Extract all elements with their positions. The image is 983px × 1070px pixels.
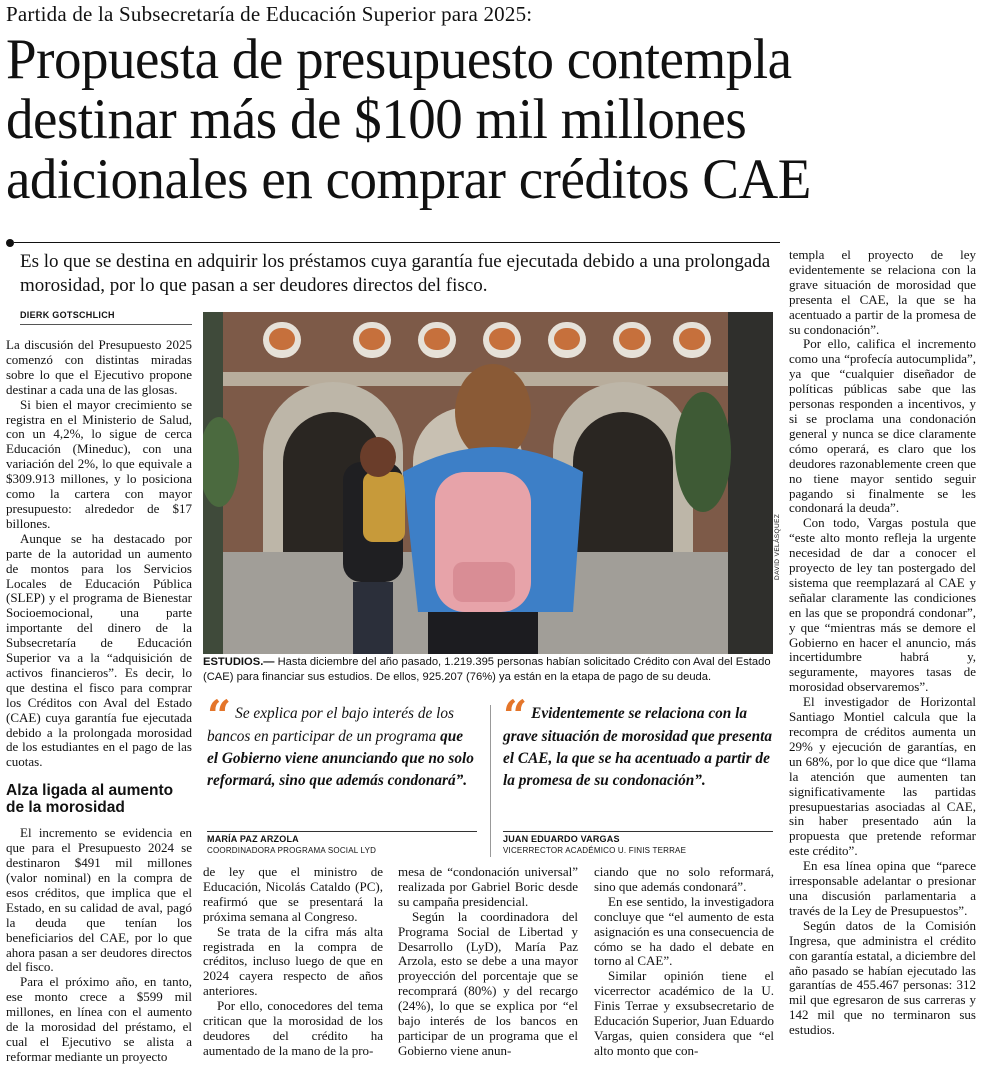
column-2 — [203, 865, 383, 1059]
kicker: Partida de la Subsecretaría de Educación Superior para 2025: — [6, 2, 533, 26]
paragraph: Con todo, Vargas postula que “este alto monto refleja la urgente necesidad de dar a conocer el proyecto de ley tan postergado del sistema que reemplazará al CAE y señalar claramente las condiciones en las que se propondrá condonar”, y que “mientras más se demore el Gobierno en hacer el anuncio, más incertidumbre habrá y, seguramente, mayores tasas de morosidad observaremos”. — [789, 515, 976, 695]
quote2-role: VICERRECTOR ACADÉMICO U. FINIS TERRAE — [503, 846, 687, 855]
caption-text: Hasta diciembre del año pasado, 1.219.395 personas habían solicitado Crédito con Aval del Estado (CAE) para financiar sus estudios. De ellos, 925.207 (76%) ya están en la etapa de pago de su deuda. — [203, 656, 771, 683]
byline: DIERK GOTSCHLICH — [20, 310, 115, 320]
pull-quote-vargas — [503, 691, 773, 792]
subheading: Alza ligada al aumento de la morosidad — [6, 782, 174, 817]
quote1-rule — [207, 831, 477, 832]
pull-quote-arzola — [207, 691, 477, 792]
paragraph: Por ello, conocedores del tema critican que la morosidad de los deudores del crédito ha aumentado de la mano de la pro- — [203, 998, 383, 1058]
lead: Es lo que se destina en adquirir los préstamos cuya garantía fue ejecutada debido a una prolongada morosidad, por lo que pasan a ser deudores directos del fisco. — [20, 251, 771, 296]
quote2-rule — [503, 831, 773, 832]
paragraph: templa el proyecto de ley evidentemente se relaciona con la grave situación de morosidad que presenta el CAE, la que se ha acentuado a partir de la promesa de su condonación”. — [789, 247, 976, 337]
quote2-text: Evidentemente se relaciona con la grave situación de morosidad que presenta el CAE, la que se ha acentuado a partir de la promesa de su condonación — [503, 705, 772, 789]
paragraph: de ley que el ministro de Educación, Nicolás Cataldo (PC), reafirmó que se presentará la próxima semana al Congreso. — [203, 864, 383, 924]
quote2-name: JUAN EDUARDO VARGAS — [503, 834, 620, 844]
paragraph: Según datos de la Comisión Ingresa, que administra el crédito con garantía estatal, a diciembre del año pasado se habían ejecutado las garantías de 455.467 personas: 312 mil que egresaron de sus carreras y 142 mil que no terminaron sus estudios. — [789, 917, 976, 1038]
paragraph: El incremento se evidencia en que para el Presupuesto 2024 se destinaron $491 mil millones (valor nominal) en la compra de esos créditos, que implica que el Estado, en su calidad de aval, pagó la deuda que tenían los beneficiarios del CAE, por lo que ahora pasan a ser deudores directos del fisco. — [6, 825, 192, 975]
quote-separator — [490, 705, 491, 857]
quote-text-b: que el Gobierno viene anunciando que no solo reformará, sino que además condonará — [207, 728, 474, 789]
quote-mark-icon: “ — [503, 691, 528, 740]
quote-text-a: Se explica por el bajo interés de los bancos en participar de un programa — [207, 705, 454, 745]
column-1 — [6, 338, 192, 1065]
paragraph: Según la coordinadora del Programa Social de Libertad y Desarrollo (LyD), María Paz Arzola, esto se debe a una mayor proyección del porcentaje que se recomprará (80%) y del recargo (24%), lo que se explica por “el bajo interés de los bancos en participar de un programa que el Gobierno viene anun- — [398, 908, 578, 1058]
quote1-name: MARÍA PAZ ARZOLA — [207, 834, 299, 844]
caption-label: ESTUDIOS.— — [203, 656, 275, 668]
photo-caption — [203, 655, 773, 685]
lead-rule — [14, 242, 780, 243]
paragraph: Si bien el mayor crecimiento se registra en el Ministerio de Salud, con un 4,2%, lo sigue de cerca Educación (Mineduc), con una variación del 2%, lo que equivale a $309.913 millones, y lo posiciona como la cartera con mayor presupuesto: alrededor de $17 billones. — [6, 396, 192, 531]
paragraph: Aunque se ha destacado por parte de la autoridad un aumento de montos para los Servicios Locales de Educación Pública (SLEP) y el programa de Bienestar Socioemocional, una parte importante del dinero de la Subsecretaría de Educación Superior va a la “adquisición de activos financieros”. Es decir, lo que destina el fisco para comprar los Créditos con Aval del Estado (CAE) cuya garantía fue ejecutada debido a la prolongada morosidad de los estudiantes en el pago de las cuotas. — [6, 530, 192, 770]
quote1-role: COORDINADORA PROGRAMA SOCIAL LYD — [207, 846, 377, 855]
lead-bullet — [6, 239, 14, 247]
column-5 — [789, 248, 976, 1038]
paragraph: En ese sentido, la investigadora concluye que “el aumento de esta asignación es una consecuencia de cómo se ha dado el debate en torno al CAE”. — [594, 893, 774, 969]
paragraph: Se trata de la cifra más alta registrada en la compra de créditos, incluso luego de que en 2024 cayera respecto de años anteriores. — [203, 923, 383, 999]
photo-students — [203, 312, 773, 654]
paragraph: En esa línea opina que “parece irresponsable adelantar o presionar una discusión parlamentaria a través de la Ley de Presupuestos”. — [789, 858, 976, 918]
column-4 — [594, 865, 774, 1059]
quote-mark-icon: “ — [207, 691, 232, 740]
paragraph: La discusión del Presupuesto 2025 comenzó con distintas miradas sobre lo que el Ejecutivo propone destinar a cada una de las glosas. — [6, 337, 192, 397]
paragraph: Similar opinión tiene el vicerrector académico de la U. Finis Terrae y exsubsecretario de Educación Superior, Juan Eduardo Vargas, quien considera que “el alto monto que con- — [594, 968, 774, 1058]
photo-credit: DAVID VELÁSQUEZ — [774, 513, 781, 580]
paragraph: Por ello, califica el incremento como una “profecía autocumplida”, ya que “cualquier diseñador de políticas públicas sabe que las personas responden a incentivos, y si se proclama una condonación general y nunca se dice claramente cómo operará, es claro que los deudores razonablemente creen que no tiene mayor sentido seguir pagando si finalmente se les condonará la deuda”. — [789, 336, 976, 516]
byline-rule — [20, 324, 192, 325]
paragraph: ciando que no solo reformará, sino que además condonará”. — [594, 864, 774, 894]
quote-text-c: ”. — [455, 772, 468, 789]
quote2-text-c: ”. — [694, 772, 706, 789]
paragraph: El investigador de Horizontal Santiago Montiel calcula que la recompra de créditos aumenta un 29% y ejecución de garantías, en un 68%, por lo que dice que “llama la atención que aumenten tan significativamente las partidas presupuestarias asociadas al CAE, sin haber presentado aún la propuesta que pretende reformar este crédito”. — [789, 694, 976, 859]
paragraph: mesa de “condonación universal” realizada por Gabriel Boric desde su campaña presidencial. — [398, 864, 578, 909]
column-3 — [398, 865, 578, 1059]
headline: Propuesta de presupuesto contempla destinar más de $100 mil millones adicionales en comprar créditos CAE — [6, 28, 811, 211]
paragraph: Para el próximo año, en tanto, ese monto crece a $599 mil millones, en línea con el aumento de la morosidad del préstamo, el cual el Ejecutivo se alista a reformar mediante un proyecto — [6, 974, 192, 1064]
photo-illustration — [203, 312, 773, 654]
